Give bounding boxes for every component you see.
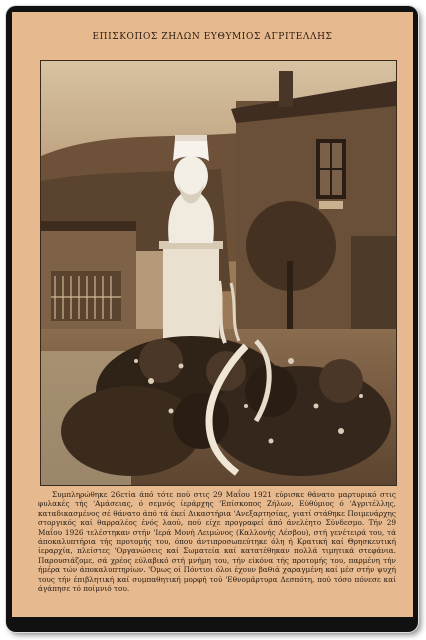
bust-monument-illustration [41, 61, 396, 485]
page-title: ΕΠΙΣΚΟΠΟΣ ΖΗΛΩΝ ΕΥΘΥΜΙΟΣ ΑΓΡΙΤΕΛΛΗΣ [92, 32, 333, 42]
page-sheet [12, 12, 413, 617]
memorial-photo [40, 60, 397, 486]
caption-text: Συμπληρώθηκε 26ετία άπό τότε πού στις 29 Μαΐου 1921 εύρισκε θάνατο μαρτυρικό στις φυλακές τής 'Αμάσειας, ό σεμνός ίεράρχης 'Επίσκοπος Ζήλων, Εύθύμιος ό 'Αγριτέλλης, καταδικασμένος σέ θάνατο άπό τά έκεί Δικαστήρια 'Ανεξαρτησίας, γιατί στάθηκε Ποιμενάρχης στοργικός καί θαρραλέος ένός λαού, πού είχε προγραφεί άπό άνελέητο Σύνδεσμο. Τήν 29 Μαΐου 1926 τελέστηκαν στήν 'Ιερά Μονή Λειμώνος (Καλλονής Λέσβου), στή γενέτειρά του, τά άποκαλυπτήρια τής προτομής του, όπου άντιπροσωπεύτηκε όλη ή Κρατική καί Θρησκευτική ίεραρχία, πλείστες 'Οργανώσεις καί Σωματεία καί κατατέθηκαν πολλά τιμητικά στεφάνια. Παρουσιάζομε, σά χρέος εύλαβικό στή μνήμη του, τήν είκόνα τής προτομής του, παρμένη τήν ήμέρα τών άποκαλυπτηρίων. 'Όμως οί Πόντιοι όλοι έχουν βαθιά χαραγμένη καί μέσ στήν ψυχή τους τήν έπιβλητική καί συμπαθητική μορφή τού 'Εθνομάρτυρα Δεσπότη, πού τόσο πόνεσε καί άγάπησε τό ποίμνιό του. [38, 490, 396, 594]
